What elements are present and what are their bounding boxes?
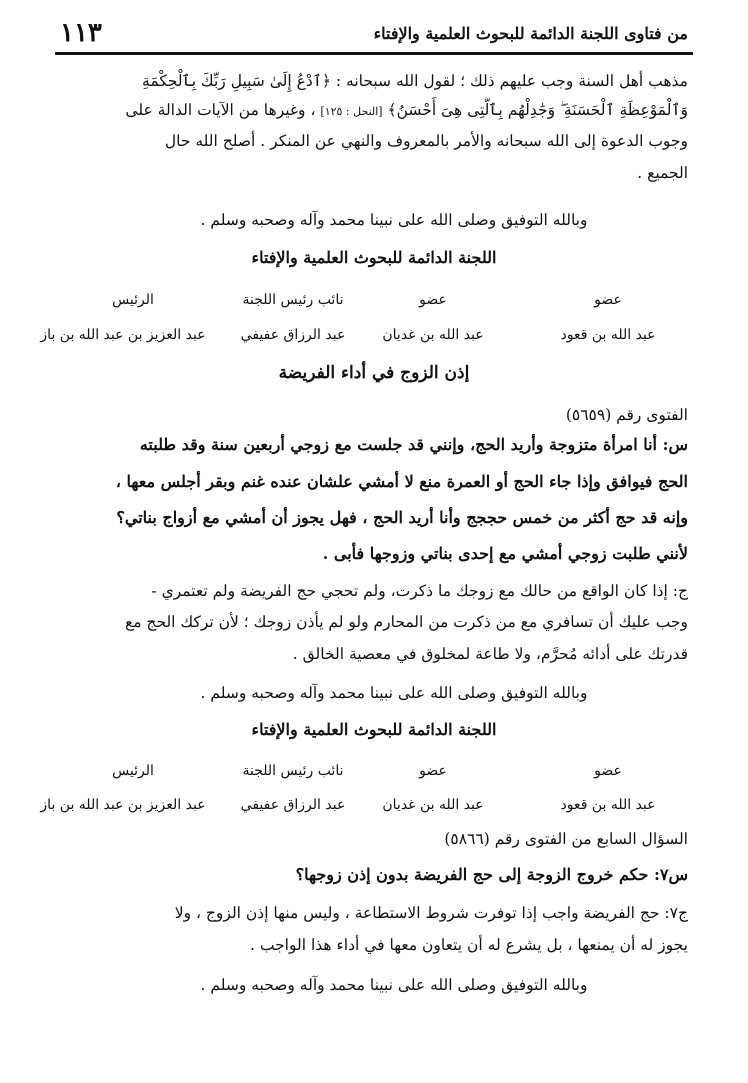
signatories-names (40, 327, 698, 349)
signatories-roles (50, 292, 698, 314)
page-header (60, 18, 688, 54)
role: الرئيس (112, 763, 154, 779)
signatory-name: عبد الرزاق عفيفي (240, 327, 346, 343)
header-title: من فتاوى اللجنة الدائمة للبحوث العلمية والإفتاء (373, 24, 688, 43)
closing-prayer: وبالله التوفيق وصلى الله على نبينا محمد وآله وصحبه وسلم . (200, 211, 588, 229)
committee-title: اللجنة الدائمة للبحوث العلمية والإفتاء (251, 248, 497, 267)
signatory-name: عبد الله بن غديان (382, 797, 484, 813)
answer-line: ج٧: حج الفريضة واجب إذا توفرت شروط الاستطاعة ، وليس منها إذن الزوج ، ولا (174, 904, 688, 922)
intro-text: مذهب أهل السنة وجب عليهم ذلك ؛ لقول الله سبحانه : (335, 72, 688, 90)
intro-line-3: وجوب الدعوة إلى الله سبحانه والأمر بالمعروف والنهي عن المنكر . أصلح الله حال (164, 132, 688, 150)
role: عضو (594, 292, 622, 308)
role: نائب رئيس اللجنة (242, 763, 344, 779)
question-line: الحج فيوافق وإذا جاء الحج أو العمرة منع لا أمشي علشان عنده غنم وبقر أجلس معها ، (115, 472, 688, 491)
header-divider (55, 52, 693, 55)
signatory-name: عبد الله بن قعود (560, 327, 656, 343)
closing-prayer: وبالله التوفيق وصلى الله على نبينا محمد وآله وصحبه وسلم . (200, 976, 588, 994)
signatories-names (40, 797, 698, 819)
answer-line: يجوز له أن يمنعها ، بل يشرع له أن يتعاون معها في أداء هذا الواجب . (250, 936, 688, 954)
closing-prayer: وبالله التوفيق وصلى الله على نبينا محمد وآله وصحبه وسلم . (200, 684, 588, 702)
answer-line: قدرتك على أدائه مُحرَّم، ولا طاعة لمخلوق في معصية الخالق . (292, 645, 688, 663)
answer-line: وجب عليك أن تسافري مع من ذكرت من المحارم ولو لم يأذن زوجك ؛ لأن تركك الحج مع (124, 613, 688, 631)
question-seven: س٧: حكم خروج الزوجة إلى حج الفريضة بدون إذن زوجها؟ (295, 865, 688, 884)
signatory-name: عبد العزيز بن عبد الله بن باز (40, 327, 206, 343)
question-line: لأنني طلبت زوجي أمشي مع إحدى بناتي وزوجها فأبى . (322, 544, 688, 563)
intro-line-1 (60, 68, 688, 94)
role: عضو (594, 763, 622, 779)
section-title: إذن الزوج في أداء الفريضة (278, 363, 470, 383)
question-line: وإنه قد حج أكثر من خمس حججج وأنا أريد الحج ، فهل يجوز أن أمشي مع أزواج بناتي؟ (116, 508, 688, 527)
signatory-name: عبد العزيز بن عبد الله بن باز (40, 797, 206, 813)
page-number: ١١٣ (60, 18, 102, 48)
signatory-name: عبد الله بن قعود (560, 797, 656, 813)
signatory-name: عبد الرزاق عفيفي (240, 797, 346, 813)
question-line: س: أنا امرأة متزوجة وأريد الحج، وإنني قد جلست مع زوجي أربعين سنة وقد طلبته (139, 435, 688, 454)
intro-line-2 (60, 97, 688, 123)
intro-line-4: الجميع . (637, 164, 688, 182)
verse-reference: [النحل : ١٢٥] (320, 105, 383, 118)
signatories-roles (50, 763, 698, 785)
signatory-name: عبد الله بن غديان (382, 327, 484, 343)
answer-line: ج: إذا كان الواقع من حالك مع زوجك ما ذكرت، ولم تحجي حج الفريضة ولم تعتمري - (151, 582, 688, 600)
role: عضو (419, 763, 447, 779)
intro-text: ، وغيرها من الآيات الدالة على (125, 101, 316, 119)
committee-title: اللجنة الدائمة للبحوث العلمية والإفتاء (251, 720, 497, 739)
role: نائب رئيس اللجنة (242, 292, 344, 308)
question-reference: السؤال السابع من الفتوى رقم (٥٨٦٦) (444, 830, 688, 848)
role: الرئيس (112, 292, 154, 308)
fatwa-number: الفتوى رقم (٥٦٥٩) (565, 406, 688, 424)
quran-verse: وَٱلْمَوْعِظَةِ ٱلْحَسَنَةِ ۖ وَجَٰدِلْهُم بِٱلَّتِى هِىَ أَحْسَنُ﴾ (387, 101, 688, 119)
quran-verse: ﴿ٱدْعُ إِلَىٰ سَبِيلِ رَبِّكَ بِٱلْحِكْمَةِ (142, 72, 331, 90)
role: عضو (419, 292, 447, 308)
